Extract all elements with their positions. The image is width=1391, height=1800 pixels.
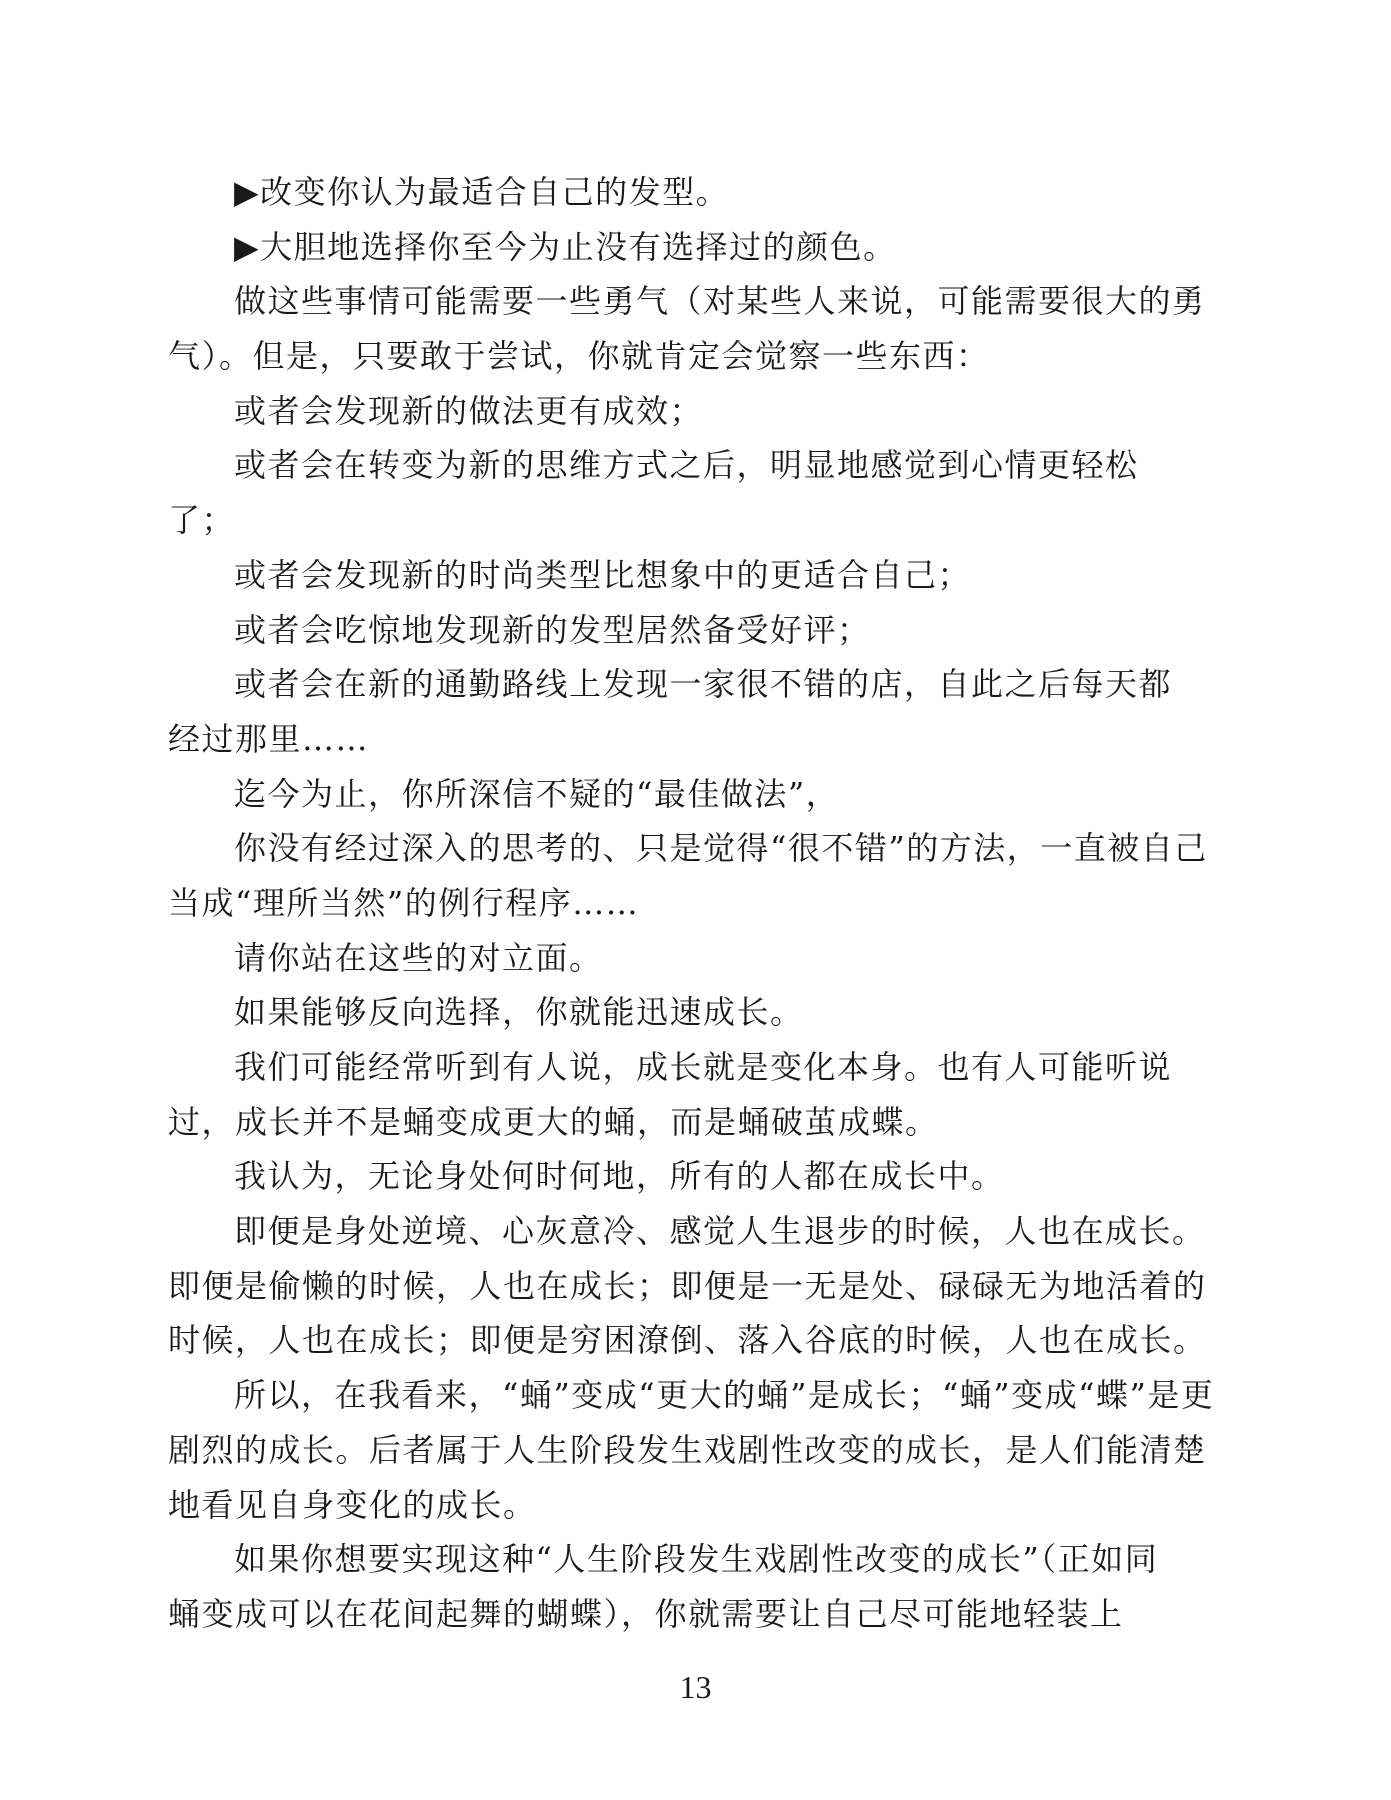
text-line: 如果你想要实现这种“人生阶段发生戏剧性改变的成长”（正如同 [234,1540,1159,1579]
text-line: 当成“理所当然”的例行程序…… [168,883,640,922]
text-line: 我们可能经常听到有人说，成长就是变化本身。也有人可能听说 [234,1048,1173,1086]
text-line: 时候，人也在成长；即便是穷困潦倒、落入谷底的时候，人也在成长。 [168,1321,1207,1360]
text-line: 气）。但是，只要敢于尝试，你就肯定会觉察一些东西： [168,337,990,376]
text-line: 或者会在转变为新的思维方式之后，明显地感觉到心情更轻松 [234,446,1139,485]
text-line: 做这些事情可能需要一些勇气（对某些人来说，可能需要很大的勇 [234,282,1206,321]
text-line: 地看见自身变化的成长。 [168,1485,537,1524]
text-line: 剧烈的成长。后者属于人生阶段发生戏剧性改变的成长，是人们能清楚 [168,1430,1207,1469]
text-line: 迄今为止，你所深信不疑的“最佳做法”， [234,774,840,813]
text-line: 经过那里…… [168,719,370,758]
text-line: 即便是身处逆境、心灰意冷、感觉人生退步的时候，人也在成长。 [234,1212,1206,1251]
text-line: ▶改变你认为最适合自己的发型。 [234,173,730,211]
text-line: 请你站在这些的对立面。 [234,938,603,977]
text-line: 蛹变成可以在花间起舞的蝴蝶），你就需要让自己尽可能地轻装上 [168,1594,1124,1633]
text-line: 即便是偷懒的时候，人也在成长；即便是一无是处、碌碌无为地活着的 [168,1266,1207,1305]
text-line: 或者会在新的通勤路线上发现一家很不错的店，自此之后每天都 [234,665,1173,704]
text-line: 你没有经过深入的思考的、只是觉得“很不错”的方法，一直被自己 [234,829,1208,868]
body-text [168,165,1228,1642]
text-line: 过，成长并不是蛹变成更大的蛹，而是蛹破茧成蝶。 [168,1102,939,1141]
page-number: 13 [679,1669,712,1705]
text-line: 或者会吃惊地发现新的发型居然备受好评； [234,610,871,649]
text-line: 如果能够反向选择，你就能迅速成长。 [234,993,804,1032]
text-line: 我认为，无论身处何时何地，所有的人都在成长中。 [234,1157,1005,1196]
text-line: 了； [168,501,236,540]
text-line: 所以，在我看来，“蛹”变成“更大的蛹”是成长；“蛹”变成“蝶”是更 [234,1376,1215,1415]
text-line: 或者会发现新的做法更有成效； [234,391,704,430]
text-line: 或者会发现新的时尚类型比想象中的更适合自己； [234,555,972,594]
text-line: ▶大胆地选择你至今为止没有选择过的颜色。 [234,227,897,266]
